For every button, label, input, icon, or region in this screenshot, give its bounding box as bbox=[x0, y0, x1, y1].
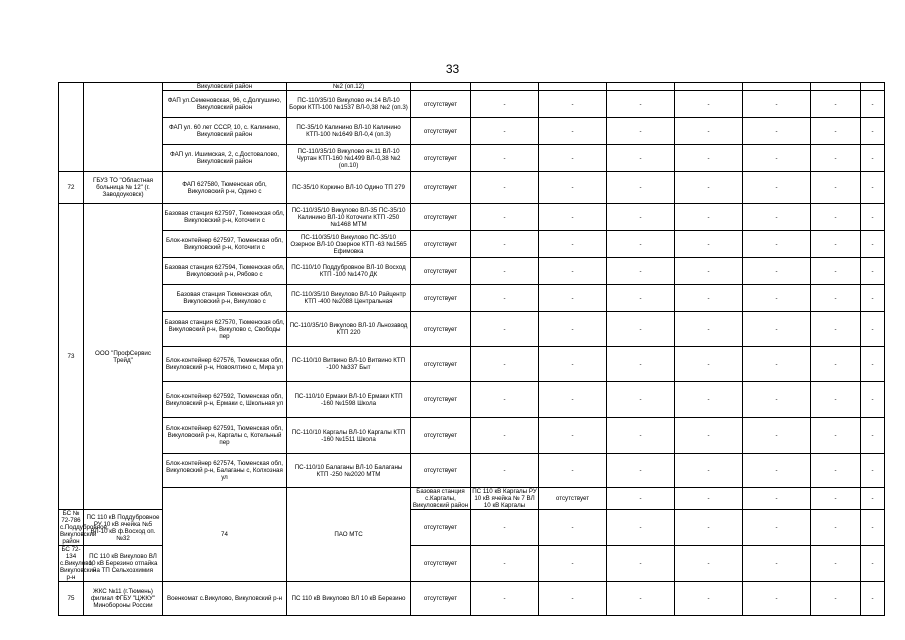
dash-cell: - bbox=[811, 258, 861, 285]
object-cell: Базовая станция 627597, Тюменская обл, Викуловский р-н, Коточиги с bbox=[163, 204, 287, 231]
dash-cell: - bbox=[675, 285, 743, 312]
page-number: 33 bbox=[445, 62, 460, 76]
dash-cell: - bbox=[675, 145, 743, 172]
dash-cell: - bbox=[811, 382, 861, 418]
dash-cell: - bbox=[539, 382, 607, 418]
dash-cell: - bbox=[539, 145, 607, 172]
dash-cell: - bbox=[675, 231, 743, 258]
status-cell: отсутствует bbox=[411, 118, 471, 145]
dash-cell: - bbox=[675, 91, 743, 118]
status-cell: отсутствует bbox=[411, 582, 471, 616]
object-cell: Базовая станция Тюменская обл, Викуловский р-н, Викулово с bbox=[163, 285, 287, 312]
dash-cell: - bbox=[607, 488, 675, 510]
row-number: 72 bbox=[59, 172, 84, 204]
dash-cell: - bbox=[675, 118, 743, 145]
dash-cell: - bbox=[539, 312, 607, 347]
table-row bbox=[59, 118, 885, 145]
dash-cell: - bbox=[675, 347, 743, 382]
dash-cell: - bbox=[471, 204, 539, 231]
object-cell: Викуловский район bbox=[163, 83, 287, 91]
dash-cell: - bbox=[743, 347, 811, 382]
table-row bbox=[59, 454, 885, 488]
table-body bbox=[59, 83, 885, 616]
dash-cell: - bbox=[471, 91, 539, 118]
object-cell: ФАП ул.Семеновская, 96, с.Долгушино, Викуловский район bbox=[163, 91, 287, 118]
power-source-cell: ПС-110/10 Балаганы ВЛ-10 Балаганы КТП -250 №2020 МТМ bbox=[287, 454, 411, 488]
table-row bbox=[59, 418, 885, 454]
dash-cell: - bbox=[861, 91, 885, 118]
power-source-cell: ПС-110/10 Каргалы ВЛ-10 Каргалы КТП -160 №1511 Школа bbox=[287, 418, 411, 454]
status-cell: отсутствует bbox=[411, 382, 471, 418]
dash-cell: - bbox=[675, 258, 743, 285]
row-number: 74 bbox=[163, 488, 287, 582]
table-row bbox=[59, 145, 885, 172]
dash-cell: - bbox=[743, 285, 811, 312]
row-number: 75 bbox=[59, 582, 84, 616]
table-row bbox=[59, 312, 885, 347]
dash-cell: - bbox=[811, 546, 861, 582]
dash-cell: - bbox=[811, 418, 861, 454]
dash-cell: - bbox=[675, 454, 743, 488]
dash-cell: - bbox=[811, 118, 861, 145]
dash-cell: - bbox=[539, 91, 607, 118]
dash-cell: - bbox=[861, 118, 885, 145]
dash-cell: - bbox=[471, 258, 539, 285]
power-source-cell: ПС 110 кВ Каргалы РУ 10 кВ ячейка № 7 ВЛ 10 кВ Каргалы bbox=[472, 488, 537, 509]
dash-cell: - bbox=[811, 582, 861, 616]
dash-cell: - bbox=[675, 312, 743, 347]
dash-cell: - bbox=[471, 382, 539, 418]
dash-cell bbox=[811, 83, 861, 91]
object-cell: Блок-контейнер 627576, Тюменская обл, Викуловский р-н, Новоялтино с, Мира ул bbox=[163, 347, 287, 382]
object-cell: Базовая станция 627570, Тюменская обл, Викуловский р-н, Викулово с, Свободы пер bbox=[163, 312, 287, 347]
dash-cell: - bbox=[471, 454, 539, 488]
table-row bbox=[59, 83, 885, 91]
dash-cell: - bbox=[607, 172, 675, 204]
dash-cell: - bbox=[675, 510, 743, 546]
power-source-cell: ПС-35/10 Калинино ВЛ-10 Калинино КТП-100 №1649 ВЛ-0,4 (оп.3) bbox=[287, 118, 411, 145]
dash-cell: - bbox=[743, 488, 811, 510]
dash-cell: - bbox=[471, 285, 539, 312]
status-cell bbox=[411, 83, 471, 91]
dash-cell: - bbox=[811, 347, 861, 382]
table-row bbox=[59, 204, 885, 231]
dash-cell: - bbox=[471, 312, 539, 347]
dash-cell: - bbox=[607, 91, 675, 118]
power-source-cell: ПС-110/35/10 Викулово ВЛ-10 Райцентр КТП -400 №2088 Центральная bbox=[287, 285, 411, 312]
status-cell: отсутствует bbox=[411, 454, 471, 488]
status-cell: отсутствует bbox=[411, 510, 471, 546]
status-cell: отсутствует bbox=[411, 145, 471, 172]
power-source-cell: ПС-110/35/10 Викулово ПС-35/10 Озерное ВЛ-10 Озерное КТП -63 №1565 Ефимовка bbox=[287, 231, 411, 258]
table-row bbox=[59, 285, 885, 312]
table-row bbox=[59, 488, 885, 510]
dash-cell bbox=[675, 83, 743, 91]
power-source-cell: ПС-110/10 Витвино ВЛ-10 Витвино КТП -100 №337 Быт bbox=[287, 347, 411, 382]
table-row bbox=[59, 582, 885, 616]
dash-cell: - bbox=[675, 546, 743, 582]
dash-cell: - bbox=[861, 204, 885, 231]
organization-cell: ПАО МТС bbox=[287, 488, 411, 582]
dash-cell: - bbox=[471, 418, 539, 454]
dash-cell: - bbox=[607, 145, 675, 172]
dash-cell: - bbox=[743, 454, 811, 488]
dash-cell: - bbox=[471, 347, 539, 382]
status-cell: отсутствует bbox=[411, 172, 471, 204]
dash-cell: - bbox=[861, 231, 885, 258]
dash-cell: - bbox=[743, 145, 811, 172]
dash-cell: - bbox=[743, 418, 811, 454]
dash-cell bbox=[471, 83, 539, 91]
dash-cell: - bbox=[471, 172, 539, 204]
dash-cell: - bbox=[607, 312, 675, 347]
dash-cell: - bbox=[471, 546, 539, 582]
dash-cell: - bbox=[743, 382, 811, 418]
object-cell: Блок-контейнер 627574, Тюменская обл, Викуловский р-н, Балаганы с, Колхозная ул bbox=[163, 454, 287, 488]
dash-cell: - bbox=[607, 285, 675, 312]
table-row bbox=[59, 172, 885, 204]
power-source-cell: ПС 110 кВ Поддубровное РУ 10 кВ ячейка №5 ВЛ-10 кВ ф.Восход оп. №32 bbox=[84, 510, 163, 546]
object-cell: ФАП 627580, Тюменская обл, Викуловский р-н, Одино с bbox=[163, 172, 287, 204]
row-number: 73 bbox=[59, 204, 84, 510]
dash-cell: - bbox=[861, 258, 885, 285]
object-cell: Военкомат с.Викулово, Викуловский р-н bbox=[163, 582, 287, 616]
table-row bbox=[59, 382, 885, 418]
dash-cell: - bbox=[743, 582, 811, 616]
dash-cell: - bbox=[539, 454, 607, 488]
power-source-cell: ПС 110 кВ Викулово ВЛ 10 кВ Березино bbox=[287, 582, 411, 616]
dash-cell: - bbox=[811, 285, 861, 312]
dash-cell: - bbox=[811, 204, 861, 231]
power-source-cell: ПС-110/35/10 Викулово ВЛ-35 ПС-35/10 Калинино ВЛ-10 Коточиги КТП -250 №1468 МТМ bbox=[287, 204, 411, 231]
dash-cell: - bbox=[539, 582, 607, 616]
dash-cell: - bbox=[811, 488, 861, 510]
dash-cell: - bbox=[471, 145, 539, 172]
dash-cell: - bbox=[607, 546, 675, 582]
dash-cell: - bbox=[539, 347, 607, 382]
status-cell: отсутствует bbox=[411, 312, 471, 347]
table-row bbox=[59, 347, 885, 382]
power-source-cell: ПС 110 кВ Викулово ВЛ 10 кВ Березино отпайка на ТП Сельхозхимия bbox=[84, 546, 163, 582]
status-cell: отсутствует bbox=[539, 488, 607, 510]
object-cell: БС № 72-786 с.Поддубровное, Викуловский район bbox=[60, 510, 109, 545]
dash-cell: - bbox=[861, 488, 885, 510]
dash-cell bbox=[743, 83, 811, 91]
organization-cell: ЖКС №11 (г.Тюмень) филиал ФГБУ "ЦЖКУ" Минобороны России bbox=[84, 582, 163, 616]
dash-cell: - bbox=[675, 172, 743, 204]
status-cell: отсутствует bbox=[411, 285, 471, 312]
dash-cell: - bbox=[811, 454, 861, 488]
object-cell: БС 72-134 с.Викулово, Викуловский р-н bbox=[60, 546, 97, 581]
dash-cell: - bbox=[743, 91, 811, 118]
dash-cell: - bbox=[607, 382, 675, 418]
dash-cell: - bbox=[539, 231, 607, 258]
status-cell: отсутствует bbox=[411, 204, 471, 231]
power-source-cell: №2 (оп.12) bbox=[287, 83, 411, 91]
object-cell: Блок-контейнер 627592, Тюменская обл, Викуловский р-н, Ермаки с, Школьная ул bbox=[163, 382, 287, 418]
dash-cell: - bbox=[861, 172, 885, 204]
dash-cell: - bbox=[861, 454, 885, 488]
dash-cell bbox=[607, 83, 675, 91]
dash-cell: - bbox=[811, 145, 861, 172]
dash-cell: - bbox=[743, 172, 811, 204]
power-source-cell: ПС-110/10 Ермаки ВЛ-10 Ермаки КТП -160 №1598 Школа bbox=[287, 382, 411, 418]
dash-cell: - bbox=[743, 231, 811, 258]
power-source-cell: ПС-110/35/10 Викулово яч.14 ВЛ-10 Борки КТП-100 №1537 ВЛ-0,38 №2 (оп.3) bbox=[287, 91, 411, 118]
document-table bbox=[58, 82, 885, 616]
dash-cell: - bbox=[861, 285, 885, 312]
dash-cell: - bbox=[675, 418, 743, 454]
dash-cell: - bbox=[471, 582, 539, 616]
dash-cell: - bbox=[861, 546, 885, 582]
dash-cell: - bbox=[539, 258, 607, 285]
dash-cell: - bbox=[743, 312, 811, 347]
organization-cell bbox=[84, 83, 163, 172]
dash-cell: - bbox=[861, 382, 885, 418]
table-row bbox=[59, 258, 885, 285]
status-cell: отсутствует bbox=[411, 91, 471, 118]
dash-cell: - bbox=[743, 546, 811, 582]
dash-cell: - bbox=[861, 347, 885, 382]
dash-cell: - bbox=[861, 582, 885, 616]
dash-cell: - bbox=[539, 418, 607, 454]
dash-cell: - bbox=[471, 231, 539, 258]
object-cell: Блок-контейнер 627597, Тюменская обл, Викуловский р-н, Коточиги с bbox=[163, 231, 287, 258]
dash-cell: - bbox=[675, 204, 743, 231]
dash-cell: - bbox=[539, 204, 607, 231]
dash-cell: - bbox=[539, 546, 607, 582]
object-cell: Блок-контейнер 627591, Тюменская обл, Викуловский р-н, Каргалы с, Котельный пер bbox=[163, 418, 287, 454]
dash-cell: - bbox=[861, 145, 885, 172]
dash-cell: - bbox=[861, 312, 885, 347]
status-cell: отсутствует bbox=[411, 546, 471, 582]
dash-cell: - bbox=[471, 510, 539, 546]
status-cell: отсутствует bbox=[411, 231, 471, 258]
dash-cell: - bbox=[861, 418, 885, 454]
dash-cell: - bbox=[539, 118, 607, 145]
object-cell: ФАП ул. Ишимская, 2, с.Достовалово, Викуловский район bbox=[163, 145, 287, 172]
dash-cell: - bbox=[607, 454, 675, 488]
dash-cell: - bbox=[743, 118, 811, 145]
dash-cell: - bbox=[743, 204, 811, 231]
dash-cell bbox=[861, 83, 885, 91]
dash-cell: - bbox=[471, 118, 539, 145]
dash-cell: - bbox=[607, 510, 675, 546]
dash-cell: - bbox=[675, 488, 743, 510]
dash-cell: - bbox=[607, 231, 675, 258]
dash-cell: - bbox=[607, 347, 675, 382]
dash-cell: - bbox=[607, 582, 675, 616]
table-row bbox=[59, 231, 885, 258]
dash-cell: - bbox=[811, 510, 861, 546]
dash-cell: - bbox=[743, 258, 811, 285]
dash-cell: - bbox=[861, 510, 885, 546]
organization-cell: ГБУЗ ТО "Областная больница № 12" (г. Заводоуковск) bbox=[84, 172, 163, 204]
dash-cell: - bbox=[607, 204, 675, 231]
status-cell: отсутствует bbox=[411, 258, 471, 285]
dash-cell: - bbox=[539, 172, 607, 204]
row-number bbox=[59, 83, 84, 172]
dash-cell: - bbox=[539, 510, 607, 546]
power-source-cell: ПС-110/35/10 Викулово ВЛ-10 Льнозавод КТП 220 bbox=[287, 312, 411, 347]
dash-cell: - bbox=[607, 118, 675, 145]
dash-cell: - bbox=[607, 258, 675, 285]
object-cell: Базовая станция с.Каргалы, Викуловский район bbox=[411, 488, 471, 510]
dash-cell: - bbox=[811, 312, 861, 347]
status-cell: отсутствует bbox=[411, 418, 471, 454]
dash-cell bbox=[539, 83, 607, 91]
dash-cell: - bbox=[743, 510, 811, 546]
dash-cell: - bbox=[811, 231, 861, 258]
power-source-cell: ПС-110/10 Поддубровное ВЛ-10 Восход КТП -100 №1470 ДК bbox=[287, 258, 411, 285]
dash-cell: - bbox=[539, 285, 607, 312]
object-cell: Базовая станция 627594, Тюменская обл, Викуловский р-н, Рябово с bbox=[163, 258, 287, 285]
power-source-cell: ПС-35/10 Коркино ВЛ-10 Одино ТП 279 bbox=[287, 172, 411, 204]
object-cell: ФАП ул. 60 лет СССР, 10, с. Калинино, Викуловский район bbox=[163, 118, 287, 145]
dash-cell: - bbox=[607, 418, 675, 454]
dash-cell: - bbox=[675, 382, 743, 418]
power-source-cell: ПС-110/35/10 Викулово яч.11 ВЛ-10 Чуртан КТП-160 №1499 ВЛ-0,38 №2 (оп.10) bbox=[287, 145, 411, 172]
dash-cell: - bbox=[811, 172, 861, 204]
status-cell: отсутствует bbox=[411, 347, 471, 382]
dash-cell: - bbox=[811, 91, 861, 118]
organization-cell: ООО "ПрофСервис Трейд" bbox=[84, 204, 163, 510]
table-row bbox=[59, 91, 885, 118]
dash-cell: - bbox=[675, 582, 743, 616]
